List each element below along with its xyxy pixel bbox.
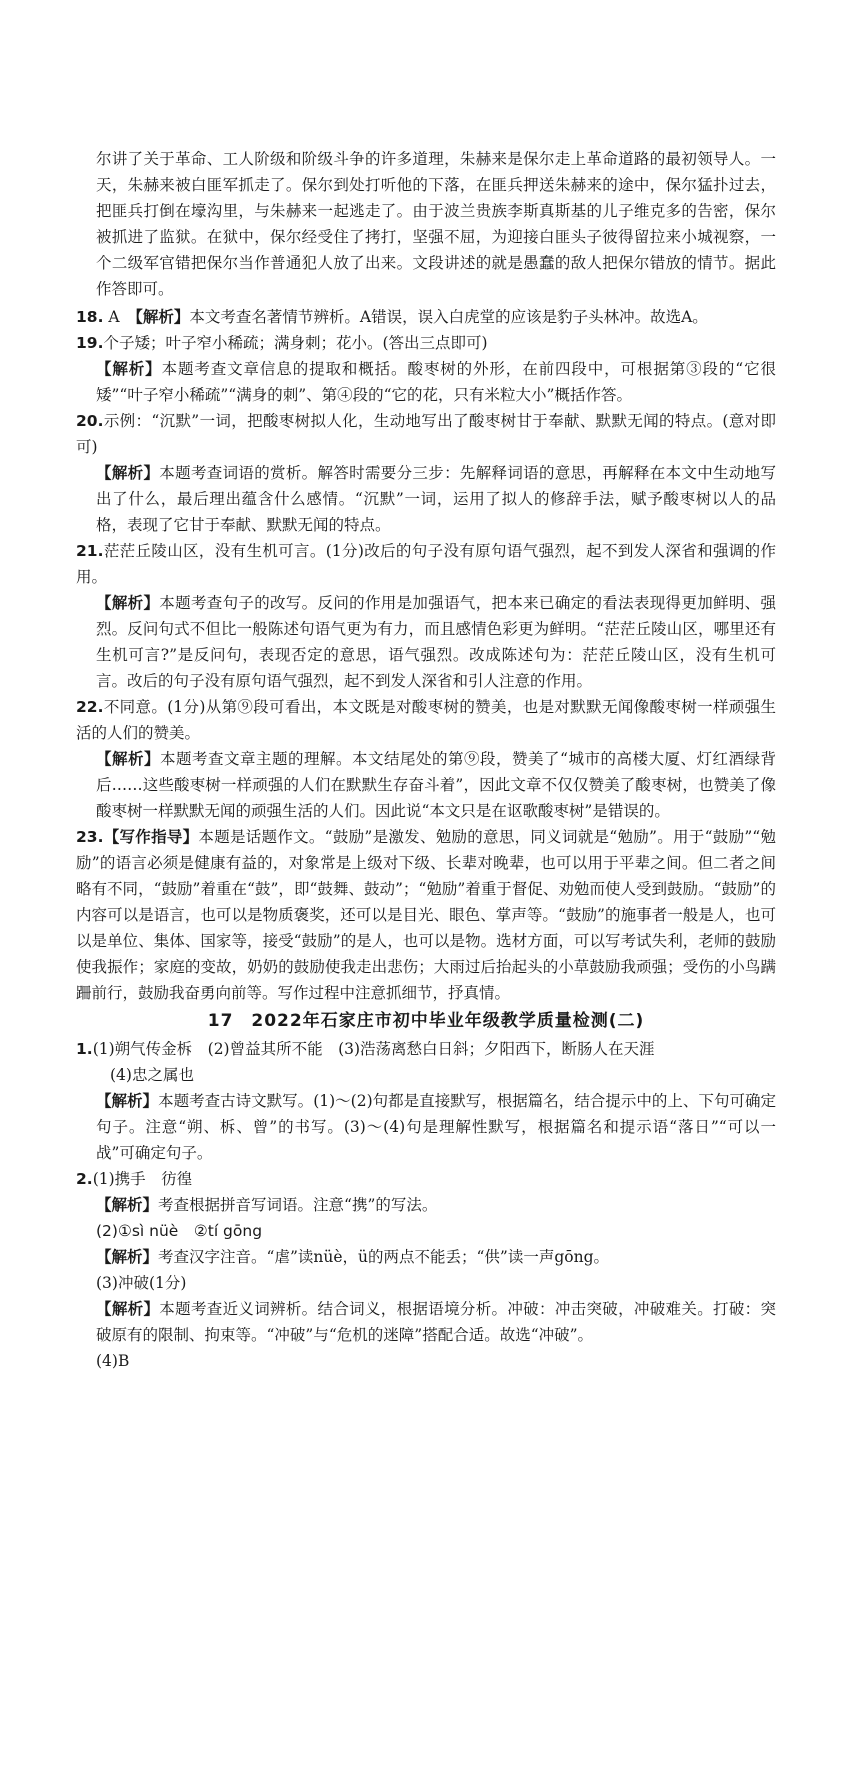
answer-text: (4)B (96, 1352, 130, 1370)
question-number: 18. (76, 308, 104, 326)
question-number: 21. (76, 542, 104, 560)
analysis-text: 本题考查句子的改写。反问的作用是加强语气，把本来已确定的看法表现得更加鲜明、强烈。反问句式不但比一般陈述句语气更为有力，而且感情色彩更为鲜明。“茫茫丘陵山区，哪里还有生机可言?”是反问句，表现否定的意思，语气强烈。改成陈述句为：茫茫丘陵山区，没有生机可言。改后的句子没有原句语气强烈，起不到发人深省和引人注意的作用。 (96, 594, 776, 690)
analysis-text: 本文考查名著情节辨析。A错误，误入白虎堂的应该是豹子头林冲。故选A。 (189, 308, 708, 326)
analysis-tag: 【解析】 (96, 1248, 159, 1266)
analysis-text: 本题考查文章信息的提取和概括。酸枣树的外形，在前四段中，可根据第③段的“它很矮”“叶子窄小稀疏”“满身的刺”、第④段的“它的花，只有米粒大小”概括作答。 (96, 360, 776, 404)
question-number: 23. (76, 828, 104, 846)
analysis-text: 考查汉字注音。“虐”读nüè，ü的两点不能丢；“供”读一声gōng。 (158, 1248, 609, 1266)
answer-text: 茫茫丘陵山区，没有生机可言。(1分)改后的句子没有原句语气强烈，起不到发人深省和强调的作用。 (76, 542, 776, 586)
analysis-tag: 【解析】 (96, 594, 160, 612)
analysis-tag: 【解析】 (96, 1196, 159, 1214)
analysis-tag: 【解析】 (96, 464, 160, 482)
analysis-tag: 【解析】 (96, 360, 162, 378)
answer-18 (76, 304, 776, 330)
answer-23 (76, 824, 776, 1006)
analysis-tag: 【解析】 (135, 308, 190, 326)
answer-text-cont: (4)忠之属也 (110, 1066, 194, 1084)
question-number: 22. (76, 698, 104, 716)
question-number: 20. (76, 412, 104, 430)
continued-paragraph: 尔讲了关于革命、工人阶级和阶级斗争的许多道理，朱赫来是保尔走上革命道路的最初领导人。一天，朱赫来被白匪军抓走了。保尔到处打听他的下落，在匪兵押送朱赫来的途中，保尔猛扑过去，把匪兵打倒在壕沟里，与朱赫来一起逃走了。由于波兰贵族李斯真斯基的儿子维克多的告密，保尔被抓进了监狱。在狱中，保尔经受住了拷打，坚强不屈，为迎接白匪头子彼得留拉来小城视察，一个二级军官错把保尔当作普通犯人放了出来。文段讲述的就是愚蠢的敌人把保尔错放的情节。据此作答即可。 (96, 150, 776, 298)
answer-text: (2)①sì nüè ②tí gōng (96, 1222, 263, 1240)
answer-text: A (108, 308, 120, 326)
answer-text: 个子矮；叶子窄小稀疏；满身刺；花小。(答出三点即可) (103, 334, 488, 352)
writing-guide-text: 本题是话题作文。“鼓励”是激发、勉励的意思，同义词就是“勉励”。用于“鼓励”“勉励”的语言必须是健康有益的，对象常是上级对下级、长辈对晚辈，也可以用于平辈之间。但二者之间略有不同，“鼓励”着重在“鼓”，即“鼓舞、鼓动”；“勉励”着重于督促、劝勉而使人受到鼓励。“鼓励”的内容可以是语言，也可以是物质褒奖，还可以是目光、眼色、掌声等。“鼓励”的施事者一般是人，也可以是单位、集体、国家等，接受“鼓励”的是人，也可以是物。选材方面，可以写考试失利，老师的鼓励使我振作；家庭的变故，奶奶的鼓励使我走出悲伤；大雨过后抬起头的小草鼓励我顽强；受伤的小鸟蹒跚前行，鼓励我奋勇向前等。写作过程中注意抓细节，抒真情。 (76, 828, 776, 1002)
section-title: 17 2022年石家庄市初中毕业年级教学质量检测(二) (207, 1011, 645, 1031)
answer-21 (76, 538, 776, 694)
answer-text: 示例：“沉默”一词，把酸枣树拟人化，生动地写出了酸枣树甘于奉献、默默无闻的特点。(意对即可) (76, 412, 776, 456)
analysis-text: 本题考查文章主题的理解。本文结尾处的第⑨段，赞美了“城市的高楼大厦、灯红酒绿背后……这些酸枣树一样顽强的人们在默默生存奋斗着”，因此文章不仅仅赞美了酸枣树，也赞美了像酸枣树一样默默无闻的顽强生活的人们。因此说“本文只是在讴歌酸枣树”是错误的。 (96, 750, 776, 820)
analysis-tag: 【解析】 (96, 750, 161, 768)
answer-s1 (76, 1036, 776, 1166)
answer-text: (3)冲破(1分) (96, 1274, 187, 1292)
answer-19 (76, 330, 776, 408)
analysis-tag: 【解析】 (96, 1300, 160, 1318)
analysis-tag: 【解析】 (96, 1092, 159, 1110)
analysis-text: 本题考查近义词辨析。结合词义，根据语境分析。冲破：冲击突破，冲破难关。打破：突破原有的限制、拘束等。“冲破”与“危机的迷障”搭配合适。故选“冲破”。 (96, 1300, 776, 1344)
answer-page (76, 146, 776, 1374)
answer-22 (76, 694, 776, 824)
answer-text: (1)朔气传金柝 (2)曾益其所不能 (3)浩荡离愁白日斜；夕阳西下，断肠人在天涯 (92, 1040, 655, 1058)
answer-text: 不同意。(1分)从第⑨段可看出，本文既是对酸枣树的赞美，也是对默默无闻像酸枣树一样顽强生活的人们的赞美。 (76, 698, 776, 742)
answer-20 (76, 408, 776, 538)
analysis-text: 考查根据拼音写词语。注意“携”的写法。 (158, 1196, 438, 1214)
question-number: 19. (76, 334, 104, 352)
answer-text: (1)携手 彷徨 (92, 1170, 193, 1188)
question-number: 1. (76, 1040, 93, 1058)
analysis-text: 本题考查词语的赏析。解答时需要分三步：先解释词语的意思，再解释在本文中生动地写出了什么，最后理出蕴含什么感情。“沉默”一词，运用了拟人的修辞手法，赋予酸枣树以人的品格，表现了它甘于奉献、默默无闻的特点。 (96, 464, 776, 534)
question-number: 2. (76, 1170, 93, 1188)
answer-s2 (76, 1166, 776, 1374)
analysis-text: 本题考查古诗文默写。(1)～(2)句都是直接默写，根据篇名，结合提示中的上、下句可确定句子。注意“朔、柝、曾”的书写。(3)～(4)句是理解性默写，根据篇名和提示语“落日”“可以一战”可确定句子。 (96, 1092, 776, 1162)
writing-guide-tag: 【写作指导】 (103, 828, 199, 846)
